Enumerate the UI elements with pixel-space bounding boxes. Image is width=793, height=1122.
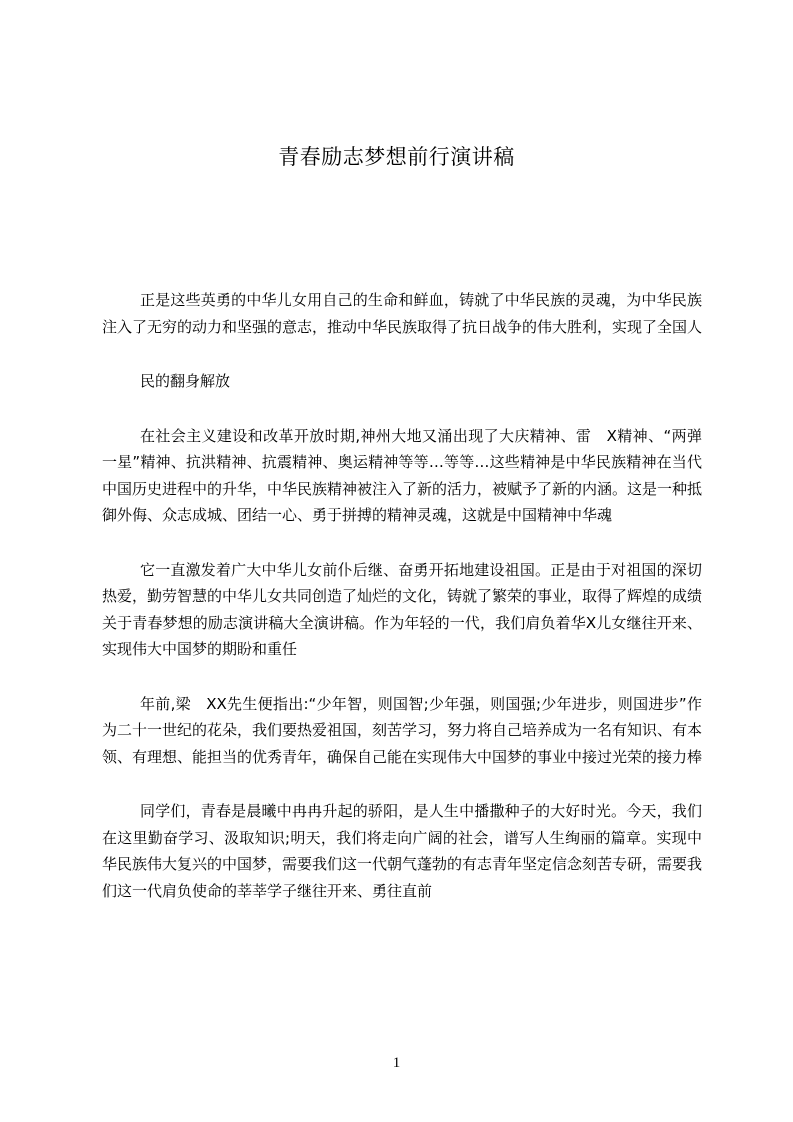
document-title: 青春励志梦想前行演讲稿 [278,145,515,169]
paragraph: 正是这些英勇的中华儿女用自己的生命和鲜血，铸就了中华民族的灵魂，为中华民族注入了无穷的动力和坚强的意志，推动中华民族取得了抗日战争的伟大胜利，实现了全国人 [102,291,703,336]
page-number: 1 [392,1055,401,1071]
paragraph: 它一直激发着广大中华儿女前仆后继、奋勇开拓地建设祖国。正是由于对祖国的深切热爱，勤劳智慧的中华儿女共同创造了灿烂的文化，铸就了繁荣的事业，取得了辉煌的成绩关于青春梦想的励志演讲稿大全演讲稿。作为年轻的一代，我们肩负着华X儿女继往开来、实现伟大中国梦的期盼和重任 [102,560,703,658]
document-body [102,287,702,932]
paragraph: 同学们，青春是晨曦中冉冉升起的骄阳，是人生中播撒种子的大好时光。今天，我们在这里勤奋学习、汲取知识;明天，我们将走向广阔的社会，谱写人生绚丽的篇章。实现中华民族伟大复兴的中国梦，需要我们这一代朝气蓬勃的有志青年坚定信念刻苦专研，需要我们这一代肩负使命的莘莘学子继往开来、勇往直前 [102,802,703,900]
paragraph: 在社会主义建设和改革开放时期,神州大地又涌出现了大庆精神、雷 X精神、“两弹一星”精神、抗洪精神、抗震精神、奥运精神等等…等等…这些精神是中华民族精神在当代中国历史进程中的升华，中华民族精神被注入了新的活力，被赋予了新的内涵。这是一种抵御外侮、众志成城、团结一心、勇于拼搏的精神灵魂，这就是中国精神中华魂 [102,426,703,524]
paragraph: 民的翻身解放 [140,372,231,390]
paragraph: 年前,梁 XX先生便指出:“少年智，则国智;少年强，则国强;少年进步，则国进步”作为二十一世纪的花朵，我们要热爱祖国，刻苦学习，努力将自己培养成为一名有知识、有本领、有理想、能担当的优秀青年，确保自己能在实现伟大中国梦的事业中接过光荣的接力棒 [102,694,703,766]
